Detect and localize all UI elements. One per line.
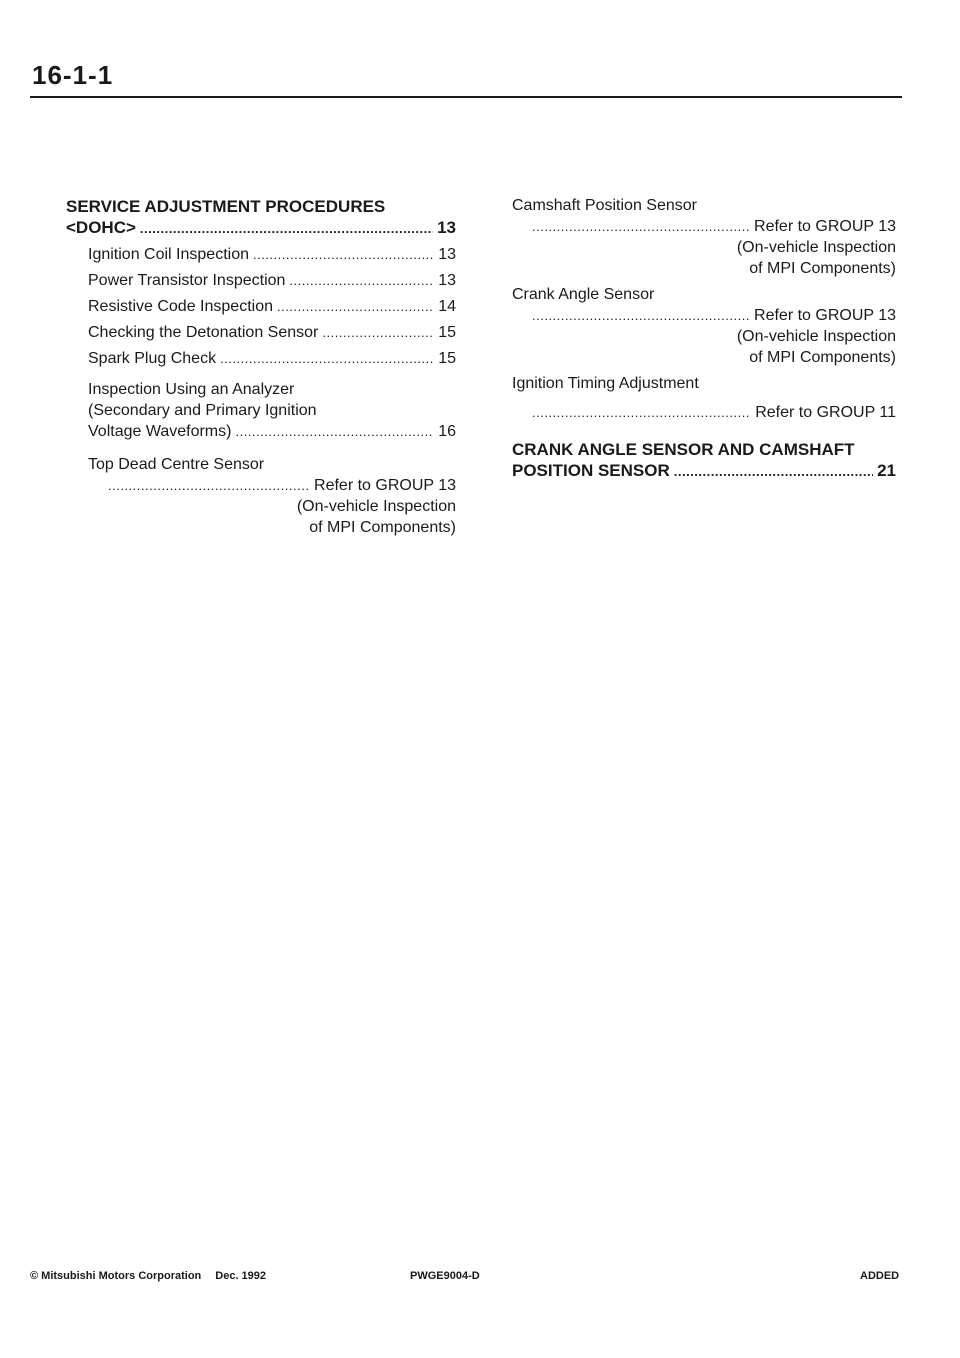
leader-dots (108, 475, 310, 496)
toc-entry-page: 16 (438, 423, 456, 440)
toc-entry-label: Resistive Code Inspection (88, 298, 273, 315)
toc-entry-label: Voltage Waveforms) (88, 423, 232, 440)
toc-entry-label: <DOHC> (66, 218, 136, 237)
toc-entry-crank-angle[interactable] (512, 284, 896, 368)
copyright-text: © Mitsubishi Motors Corporation (30, 1270, 202, 1282)
toc-entry-label: Camshaft Position Sensor (512, 197, 697, 214)
toc-entry-page: 15 (438, 324, 456, 341)
page-number: 16-1-1 (32, 60, 114, 90)
leader-dots (289, 270, 434, 291)
footer-copyright (30, 1270, 266, 1282)
toc-entry-detonation-sensor[interactable] (88, 322, 456, 343)
toc-entry-page: 13 (437, 218, 456, 237)
toc-entry-label: Ignition Coil Inspection (88, 246, 249, 263)
toc-entry-analyzer[interactable] (88, 379, 456, 442)
toc-entry-resistive-code[interactable] (88, 296, 456, 317)
toc-entry-page: 13 (438, 272, 456, 289)
right-column (512, 195, 896, 482)
toc-entry-note: (On-vehicle Inspection (736, 239, 896, 256)
leader-dots (532, 402, 751, 423)
toc-entry-ignition-coil[interactable] (88, 244, 456, 265)
toc-entry-label: Power Transistor Inspection (88, 272, 286, 289)
leader-dots (140, 217, 433, 239)
footer-status: ADDED (860, 1270, 900, 1282)
toc-entry-reference: Refer to GROUP 13 (314, 477, 456, 494)
toc-entry-spark-plug[interactable] (88, 348, 456, 369)
leader-dots (235, 421, 434, 442)
toc-entry-note: of MPI Components) (749, 260, 896, 277)
section-heading-service-adjustment: SERVICE ADJUSTMENT PROCEDURES (66, 197, 386, 216)
toc-entry-label: Top Dead Centre Sensor (88, 456, 265, 473)
leader-dots (253, 244, 434, 265)
toc-entry-note: (On-vehicle Inspection (296, 498, 456, 515)
toc-entry-page: 15 (438, 350, 456, 367)
toc-entry-reference: Refer to GROUP 11 (755, 404, 896, 421)
toc-entry-label: Checking the Detonation Sensor (88, 324, 319, 341)
leader-dots (532, 305, 750, 326)
toc-entry-label: Inspection Using an Analyzer (88, 381, 295, 398)
toc-entry-camshaft-position[interactable] (512, 195, 896, 279)
toc-entry-label: Spark Plug Check (88, 350, 217, 367)
leader-dots (322, 322, 434, 343)
toc-entry-reference: Refer to GROUP 13 (754, 218, 896, 235)
toc-entry-page: 13 (438, 246, 456, 263)
left-column (66, 196, 456, 543)
toc-entry-top-dead-centre[interactable] (88, 454, 456, 538)
toc-entry-ignition-timing[interactable] (512, 373, 896, 423)
leader-dots (220, 348, 434, 369)
header-rule (30, 96, 902, 98)
toc-entry-note: of MPI Components) (309, 519, 456, 536)
section-heading-crank-camshaft: CRANK ANGLE SENSOR AND CAMSHAFT (512, 440, 855, 459)
toc-entry-label: (Secondary and Primary Ignition (88, 402, 317, 419)
toc-entry-page: 14 (438, 298, 456, 315)
toc-entry-label: POSITION SENSOR (512, 461, 670, 480)
toc-entry-crank-camshaft-section[interactable] (512, 439, 896, 482)
toc-entry-dohc[interactable] (66, 217, 456, 239)
footer-doc-code: PWGE9004-D (410, 1270, 480, 1282)
toc-entry-reference: Refer to GROUP 13 (754, 307, 896, 324)
leader-dots (674, 460, 873, 482)
leader-dots (532, 216, 750, 237)
toc-entry-page: 21 (877, 461, 896, 480)
toc-entry-note: of MPI Components) (749, 349, 896, 366)
toc-entry-power-transistor[interactable] (88, 270, 456, 291)
toc-entry-label: Crank Angle Sensor (512, 286, 655, 303)
publication-date: Dec. 1992 (215, 1270, 267, 1282)
toc-entry-note: (On-vehicle Inspection (736, 328, 896, 345)
toc-entry-label: Ignition Timing Adjustment (512, 375, 699, 392)
leader-dots (277, 296, 434, 317)
